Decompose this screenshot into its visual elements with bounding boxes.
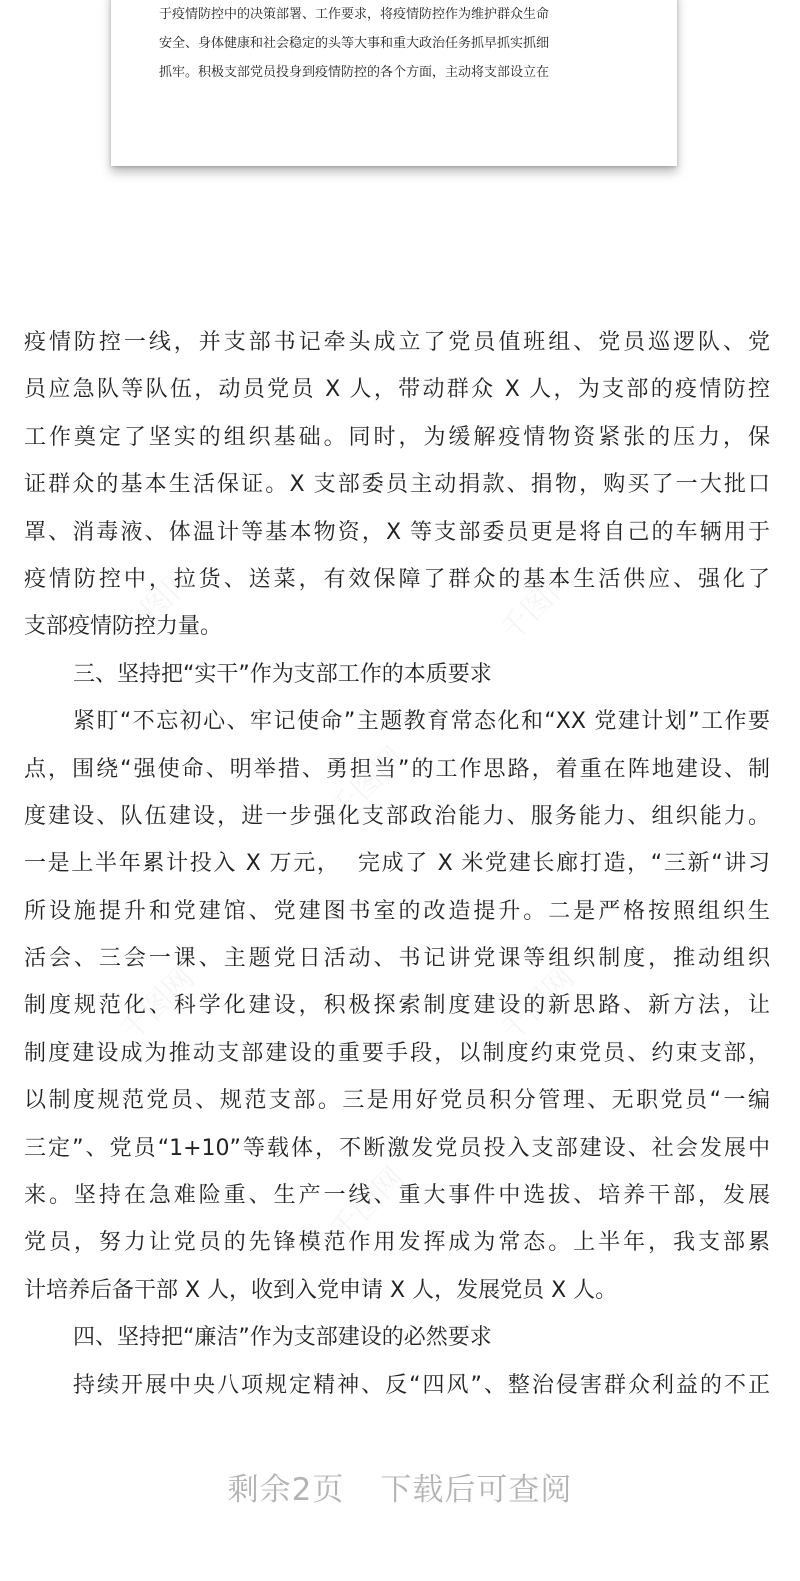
preview-line: 安全、身体健康和社会稳定的头等大事和重大政治任务抓早抓实抓细 — [159, 36, 550, 51]
paragraph-line: 所设施提升和党建馆、党建图书室的改造提升。二是严格按照组织生 — [24, 898, 770, 924]
preview-line: 于疫情防控中的决策部署、工作要求，将疫情防控作为维护群众生命 — [159, 7, 550, 22]
paragraph-line: 持续开展中央八项规定精神、反“四风”、整治侵害群众利益的不正 — [73, 1372, 770, 1398]
paragraph-line: 工作奠定了坚实的组织基础。同时，为缓解疫情物资紧张的压力，保 — [24, 424, 770, 450]
section-heading: 四、坚持把“廉洁”作为支部建设的必然要求 — [73, 1325, 492, 1351]
document-preview-card — [111, 0, 677, 166]
section-heading: 三、坚持把“实干”作为支部工作的本质要求 — [73, 661, 492, 687]
paragraph-line: 度建设、队伍建设，进一步强化支部政治能力、服务能力、组织能力。 — [24, 803, 770, 829]
download-to-view-label[interactable]: 下载后可查阅 — [380, 1472, 573, 1508]
download-prompt[interactable] — [0, 1470, 800, 1510]
remaining-pages-label: 剩余2页 — [227, 1472, 345, 1508]
paragraph-line: 制度规范化、科学化建设，积极探索制度建设的新思路、新方法，让 — [24, 993, 770, 1019]
paragraph-line: 制度建设成为推动支部建设的重要手段，以制度约束党员、约束支部， — [24, 1040, 770, 1066]
paragraph-line: 疫情防控一线，并支部书记牵头成立了党员值班组、党员巡逻队、党 — [24, 330, 770, 355]
paragraph-line: 罩、消毒液、体温计等基本物资，X 等支部委员更是将自己的车辆用于 — [24, 519, 770, 545]
paragraph-line: 党员，努力让党员的先锋模范作用发挥成为常态。上半年，我支部累 — [24, 1230, 770, 1256]
paragraph-line: 以制度规范党员、规范支部。三是用好党员积分管理、无职党员“一编 — [24, 1088, 770, 1114]
paragraph-line: 一是上半年累计投入 X 万元， 完成了 X 米党建长廊打造，“三新“讲习 — [24, 851, 770, 877]
paragraph-line: 支部疫情防控力量。 — [24, 614, 223, 640]
paragraph-line: 计培养后备干部 X 人，收到入党申请 X 人，发展党员 X 人。 — [24, 1277, 618, 1303]
paragraph-line: 证群众的基本生活保证。X 支部委员主动捐款、捐物，购买了一大批口 — [24, 472, 770, 498]
paragraph-line: 活会、三会一课、主题党日活动、书记讲党课等组织制度，推动组织 — [24, 946, 770, 972]
paragraph-line: 来。坚持在急难险重、生产一线、重大事件中选拔、培养干部，发展 — [24, 1183, 770, 1209]
preview-line: 抓牢。积极支部党员投身到疫情防控的各个方面，主动将支部设立在 — [159, 65, 550, 80]
paragraph-line: 疫情防控中，拉货、送菜，有效保障了群众的基本生活供应、强化了 — [24, 566, 770, 592]
paragraph-line: 点，围绕“强使命、明举措、勇担当”的工作思路，着重在阵地建设、制 — [24, 756, 770, 782]
paragraph-line: 三定”、党员“1+10”等载体，不断激发党员投入支部建设、社会发展中 — [24, 1135, 770, 1161]
paragraph-line: 员应急队等队伍，动员党员 X 人，带动群众 X 人，为支部的疫情防控 — [24, 377, 770, 403]
document-body — [24, 325, 770, 1415]
paragraph-line: 紧盯“不忘初心、牢记使命”主题教育常态化和“XX 党建计划”工作要 — [73, 709, 770, 735]
